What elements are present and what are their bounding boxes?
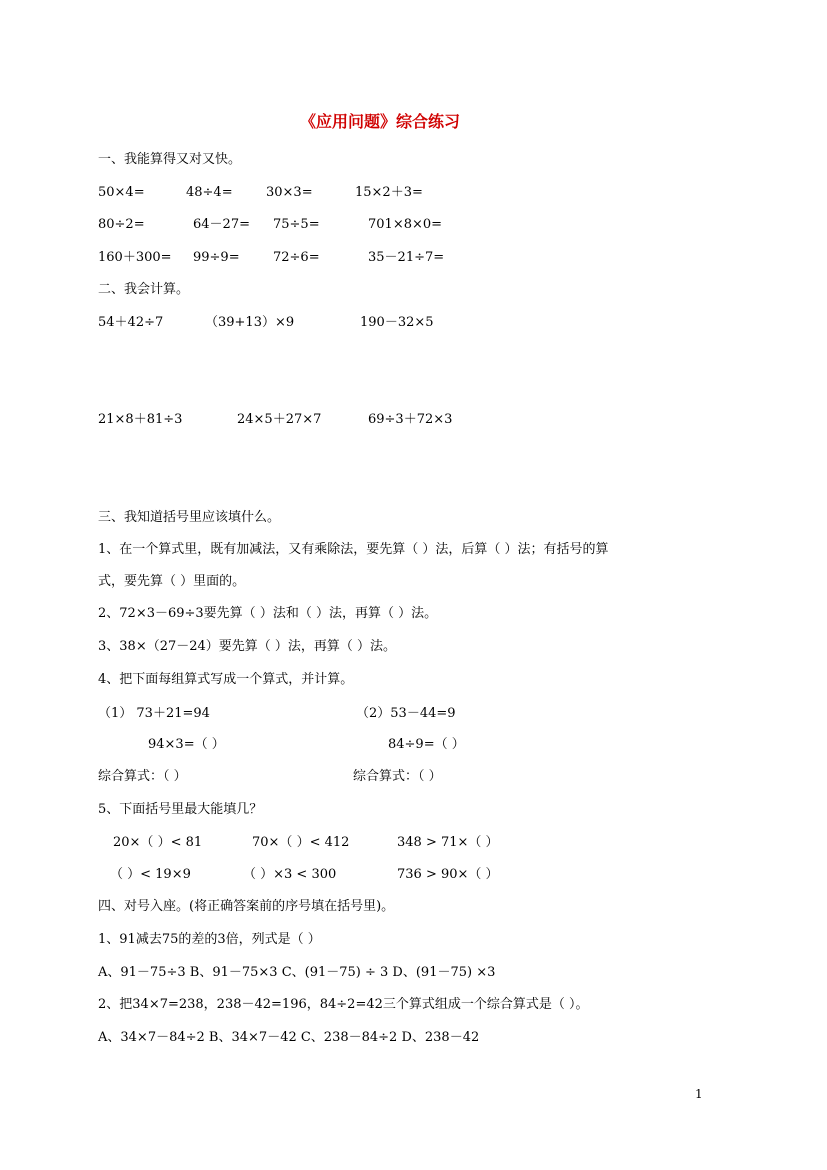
section-1-heading: 一、我能算得又对又快。 xyxy=(98,152,242,167)
s1-row1-item-1: 50×4= xyxy=(98,185,145,200)
s3-q5-row2-item-2: （ ）×3 < 300 xyxy=(243,867,337,882)
s3-q4-a1: （1） 73＋21=94 xyxy=(98,706,210,721)
s2-row1-item-3: 190－32×5 xyxy=(360,315,434,330)
s3-q1-line2: 式，要先算（ ）里面的。 xyxy=(98,574,246,589)
s3-q4-a2: 94×3=（ ） xyxy=(148,737,225,752)
s4-q1-options: A、91－75÷3 B、91－75×3 C、(91－75) ÷ 3 D、(91－75) ×3 xyxy=(98,965,496,980)
s1-row1-item-2: 48÷4= xyxy=(186,185,233,200)
s2-row2-item-3: 69÷3＋72×3 xyxy=(368,412,453,427)
s1-row3-item-4: 35－21÷7= xyxy=(368,250,445,265)
s1-row3-item-3: 72÷6= xyxy=(273,250,320,265)
s3-q5-row1-item-2: 70×（ ）< 412 xyxy=(252,835,350,850)
s3-q4-b2: 84÷9=（ ） xyxy=(388,737,465,752)
s4-q1: 1、91减去75的差的3倍，列式是（ ） xyxy=(98,932,321,947)
s3-q5-row2-item-1: （ ）< 19×9 xyxy=(110,867,191,882)
s2-row1-item-2: （39+13）×9 xyxy=(205,315,295,330)
page-title: 《应用问题》综合练习 xyxy=(300,112,461,131)
s3-q4-a3: 综合算式：（ ） xyxy=(98,769,187,784)
s1-row2-item-2: 64－27= xyxy=(193,217,250,232)
s3-q5-row1-item-3: 348 > 71×（ ） xyxy=(397,835,499,850)
s3-q3: 3、38×（27－24）要先算（ ）法，再算（ ）法。 xyxy=(98,639,397,654)
s4-q2-options: A、34×7－84÷2 B、34×7－42 C、238－84÷2 D、238－42 xyxy=(98,1030,480,1045)
s1-row3-item-1: 160＋300= xyxy=(98,250,172,265)
s1-row2-item-4: 701×8×0= xyxy=(368,217,443,232)
s4-q2: 2、把34×7=238，238－42=196，84÷2=42三个算式组成一个综合算式是（ ）。 xyxy=(98,997,589,1012)
s1-row1-item-3: 30×3= xyxy=(266,185,313,200)
s2-row1-item-1: 54＋42÷7 xyxy=(98,315,164,330)
s3-q1-line1: 1、在一个算式里，既有加减法，又有乘除法，要先算（ ）法，后算（ ）法；有括号的算 xyxy=(98,542,609,557)
s1-row2-item-1: 80÷2= xyxy=(98,217,145,232)
s3-q4: 4、把下面每组算式写成一个算式，并计算。 xyxy=(98,672,354,687)
page-number: 1 xyxy=(695,1087,703,1101)
s3-q5-row1-item-1: 20×（ ）< 81 xyxy=(113,835,203,850)
section-3-heading: 三、我知道括号里应该填什么。 xyxy=(98,510,281,525)
s3-q4-b1: （2）53－44=9 xyxy=(356,706,456,721)
s1-row2-item-3: 75÷5= xyxy=(273,217,320,232)
s2-row2-item-1: 21×8＋81÷3 xyxy=(98,412,183,427)
s3-q4-b3: 综合算式：（ ） xyxy=(353,769,442,784)
s1-row3-item-2: 99÷9= xyxy=(193,250,240,265)
s1-row1-item-4: 15×2＋3= xyxy=(355,185,423,200)
section-2-heading: 二、我会计算。 xyxy=(98,282,190,297)
s3-q5: 5、下面括号里最大能填几？ xyxy=(98,802,263,817)
s2-row2-item-2: 24×5＋27×7 xyxy=(237,412,322,427)
s3-q2: 2、72×3－69÷3要先算（ ）法和（ ）法，再算（ ）法。 xyxy=(98,606,438,621)
s3-q5-row2-item-3: 736 > 90×（ ） xyxy=(397,867,499,882)
section-4-heading: 四、对号入座。(将正确答案前的序号填在括号里)。 xyxy=(98,899,395,914)
